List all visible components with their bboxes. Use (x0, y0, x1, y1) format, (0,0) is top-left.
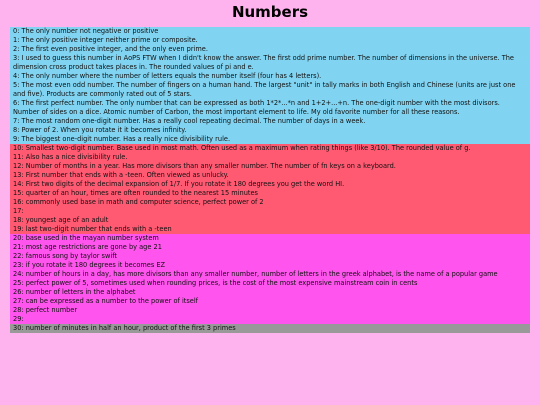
number-entry: 14: First two digits of the decimal expansion of 1/7. If you rotate it 180 degrees you get the word HI. (13, 180, 345, 188)
number-entry: 20: base used in the mayan number system (13, 234, 159, 242)
number-block-pink (10, 234, 530, 324)
number-entry: 25: perfect power of 5, sometimes used when rounding prices, is the cost of the most expensive mainstream coin in cents (13, 279, 418, 287)
number-entry: 19: last two-digit number that ends with a -teen (13, 225, 172, 233)
page-title: Numbers (231, 3, 309, 21)
number-list (0, 27, 540, 333)
number-entry: 13: First number that ends with a -teen. Often viewed as unlucky. (13, 171, 229, 179)
number-entry: 5: The most even odd number. The number of fingers on a human hand. The largest "unit" in tally marks in both English and Chinese (units are just one and five). Products are commonly rated out of 5 stars. (13, 81, 516, 98)
number-block-blue (10, 27, 530, 144)
number-entry: 24: number of hours in a day, has more divisors than any smaller number, number of letters in the greek alphabet, is the name of a popular game (13, 270, 498, 278)
number-entry: 28: perfect number (13, 306, 78, 314)
number-entry: 29: (13, 315, 24, 323)
number-entry: 0: The only number not negative or positive (13, 27, 159, 35)
number-entry: 11: Also has a nice divisibility rule. (13, 153, 128, 161)
number-entry: 2: The first even positive integer, and the only even prime. (13, 45, 208, 53)
number-entry: 12: Number of months in a year. Has more divisors than any smaller number. The number of fn keys on a keyboard. (13, 162, 396, 170)
number-block-red (10, 144, 530, 234)
number-entry: 17: (13, 207, 24, 215)
number-entry: 3: I used to guess this number in AoPS FTW when I didn't know the answer. The first odd prime number. The number of dimensions in the universe. The dimension cross product takes places in. The rounded values of pi and e. (13, 54, 514, 71)
number-entry: 23: if you rotate it 180 degrees it becomes EZ (13, 261, 166, 269)
number-entry: 30: number of minutes in half an hour, product of the first 3 primes (13, 324, 236, 332)
number-entry: 26: number of letters in the alphabet (13, 288, 136, 296)
number-entry: 21: most age restrictions are gone by age 21 (13, 243, 162, 251)
number-entry: 22: famous song by taylor swift (13, 252, 118, 260)
number-block-gray (10, 324, 530, 333)
number-entry: 1: The only positive integer neither prime or composite. (13, 36, 198, 44)
number-entry: 4: The only number where the number of letters equals the number itself (four has 4 letters). (13, 72, 322, 80)
number-entry: 18: youngest age of an adult (13, 216, 109, 224)
number-entry: 9: The biggest one-digit number. Has a really nice divisibility rule. (13, 135, 231, 143)
number-entry: 8: Power of 2. When you rotate it it becomes infinity. (13, 126, 187, 134)
number-entry: 15: quarter of an hour, times are often rounded to the nearest 15 minutes (13, 189, 258, 197)
number-entry: 16: commonly used base in math and computer science, perfect power of 2 (13, 198, 264, 206)
number-entry: 10: Smallest two-digit number. Base used in most math. Often used as a maximum when rating things (like 3/10). The rounded value of g. (13, 144, 471, 152)
number-entry: 27: can be expressed as a number to the power of itself (13, 297, 199, 305)
number-entry: 7: The most random one-digit number. Has a really cool repeating decimal. The number of days in a week. (13, 117, 366, 125)
number-entry: 6: The first perfect number. The only number that can be expressed as both 1*2*...*n and 1+2+...+n. The one-digit number with the most divisors. Number of sides on a dice. Atomic number of Carbon, the most important element to life. My old favorite number for all these reasons. (13, 99, 500, 116)
